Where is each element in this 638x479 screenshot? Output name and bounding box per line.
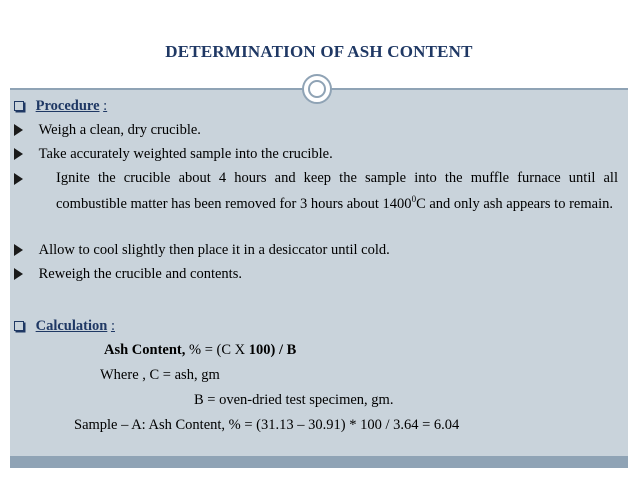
- procedure-colon: :: [103, 98, 108, 114]
- procedure-step-arrow: [14, 171, 23, 188]
- arrow-bullet-icon: [14, 148, 23, 160]
- procedure-step: [14, 266, 242, 283]
- procedure-heading-line: [14, 98, 107, 115]
- arrow-bullet-icon: [14, 124, 23, 136]
- formula-line: [104, 342, 296, 359]
- step-text: Take accurately weighted sample into the crucible.: [38, 146, 333, 162]
- b-definition-line: B = oven-dried test specimen, gm.: [194, 392, 394, 408]
- slide-title: DETERMINATION OF ASH CONTENT: [165, 42, 473, 61]
- slide: [10, 10, 628, 468]
- procedure-step: [14, 122, 201, 139]
- calculation-colon: :: [110, 318, 115, 334]
- arrow-bullet-icon: [14, 173, 23, 185]
- procedure-step: [14, 242, 390, 259]
- arrow-bullet-icon: [14, 244, 23, 256]
- square-bullet-icon: [14, 321, 24, 331]
- step-text: Allow to cool slightly then place it in a desiccator until cold.: [38, 242, 390, 258]
- bottom-band: [10, 456, 628, 468]
- step-text: Reweigh the crucible and contents.: [38, 266, 242, 282]
- calculation-heading-line: [14, 318, 115, 335]
- step-text-cont: C and only ash appears to remain.: [416, 195, 613, 212]
- step-text: Ignite the crucible about 4 hours and keep the sample into the muffle furnace until all combustible matter has been removed for 3 hours about 1400: [56, 170, 618, 212]
- where-line: Where , C = ash, gm: [100, 367, 220, 383]
- formula-num: 100) / B: [248, 342, 297, 358]
- formula-mid: % = (C X: [189, 342, 246, 358]
- square-bullet-icon: [14, 101, 24, 111]
- step-text: Weigh a clean, dry crucible.: [38, 122, 201, 138]
- formula-label: Ash Content,: [104, 342, 186, 358]
- ring-ornament-icon: [302, 74, 332, 104]
- degree-superscript: 0: [411, 194, 417, 204]
- procedure-step-long: [56, 168, 618, 215]
- procedure-heading: Procedure: [35, 98, 100, 114]
- arrow-bullet-icon: [14, 268, 23, 280]
- calculation-heading: Calculation: [35, 318, 108, 334]
- procedure-step: [14, 146, 333, 163]
- sample-line: Sample – A: Ash Content, % = (31.13 – 30.91) * 100 / 3.64 = 6.04: [74, 417, 460, 433]
